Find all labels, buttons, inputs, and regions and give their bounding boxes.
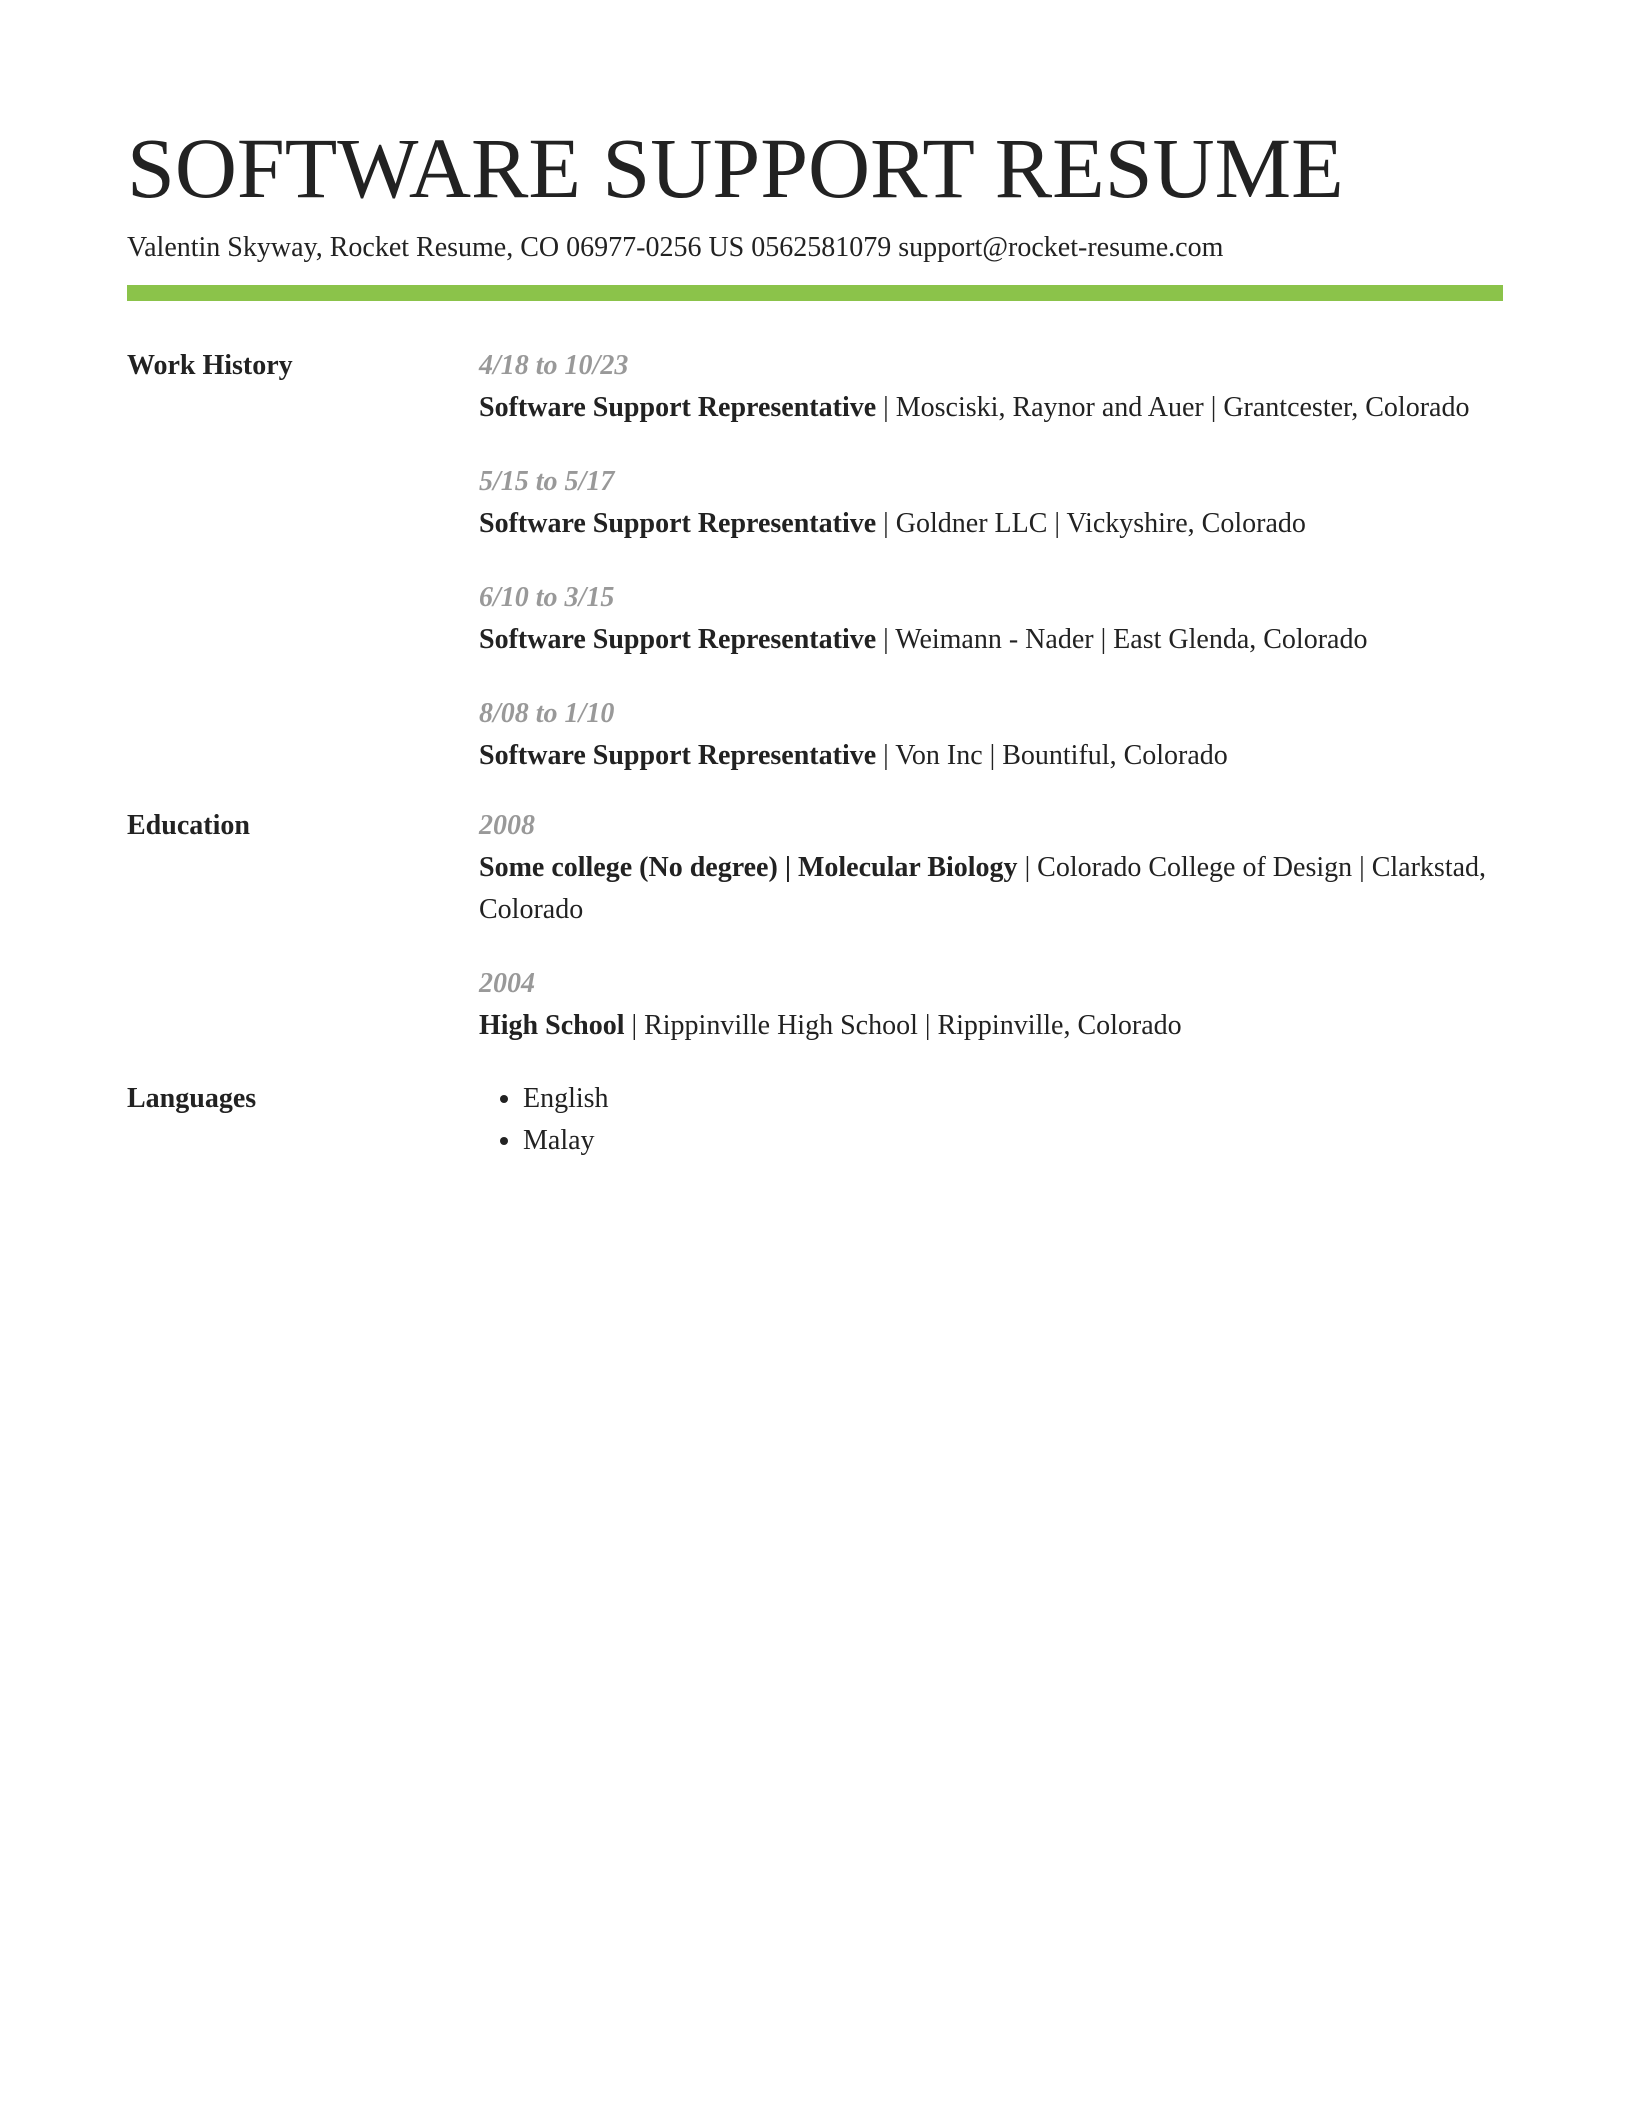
- languages-list-container: [479, 1078, 1503, 1162]
- work-entry: [479, 693, 1503, 777]
- entry-details: | Rippinville High School | Rippinville, Colorado: [624, 1010, 1182, 1041]
- work-entry: [479, 461, 1503, 545]
- section-label-languages: Languages: [127, 1083, 257, 1114]
- education-entry: [479, 805, 1503, 931]
- work-entry: [479, 577, 1503, 661]
- work-history-entries: [479, 345, 1503, 777]
- work-entry: [479, 345, 1503, 429]
- entry-details: | Colorado College of Design | Clarkstad, Colorado: [479, 852, 1487, 925]
- entry-details: | Weimann - Nader | East Glenda, Colorado: [876, 624, 1368, 655]
- entry-line: [479, 735, 1503, 777]
- education-entry: [479, 963, 1503, 1047]
- entry-title: Software Support Representative: [479, 508, 877, 539]
- list-item: • Malay: [523, 1120, 1503, 1162]
- entry-title: Software Support Representative: [479, 624, 877, 655]
- entry-details: | Goldner LLC | Vickyshire, Colorado: [876, 508, 1306, 539]
- section-label-work-history: Work History: [127, 350, 293, 381]
- entry-line: [479, 619, 1503, 661]
- entry-details: | Von Inc | Bountiful, Colorado: [876, 740, 1228, 771]
- entry-line: [479, 503, 1503, 545]
- entry-title: Software Support Representative: [479, 392, 877, 423]
- section-label-education: Education: [127, 810, 250, 841]
- entry-line: [479, 1005, 1503, 1047]
- education-entries: [479, 805, 1503, 1047]
- entry-dates: 5/15 to 5/17: [479, 466, 615, 497]
- entry-dates: 6/10 to 3/15: [479, 582, 615, 613]
- entry-title: Software Support Representative: [479, 740, 877, 771]
- entry-line: [479, 847, 1503, 931]
- header-divider: [127, 285, 1503, 301]
- entry-dates: 2004: [479, 968, 535, 999]
- languages-list: [479, 1078, 1503, 1162]
- entry-title: High School: [479, 1010, 625, 1041]
- contact-line: Valentin Skyway, Rocket Resume, CO 06977-0256 US 0562581079 support@rocket-resume.com: [127, 232, 1224, 263]
- entry-dates: 2008: [479, 810, 535, 841]
- entry-dates: 8/08 to 1/10: [479, 698, 615, 729]
- entry-title: Some college (No degree) | Molecular Biology: [479, 852, 1018, 883]
- entry-details: | Mosciski, Raynor and Auer | Grantcester, Colorado: [876, 392, 1470, 423]
- page-title: SOFTWARE SUPPORT RESUME: [127, 120, 1344, 216]
- entry-dates: 4/18 to 10/23: [479, 350, 629, 381]
- entry-line: [479, 387, 1503, 429]
- list-item: • English: [523, 1078, 1503, 1120]
